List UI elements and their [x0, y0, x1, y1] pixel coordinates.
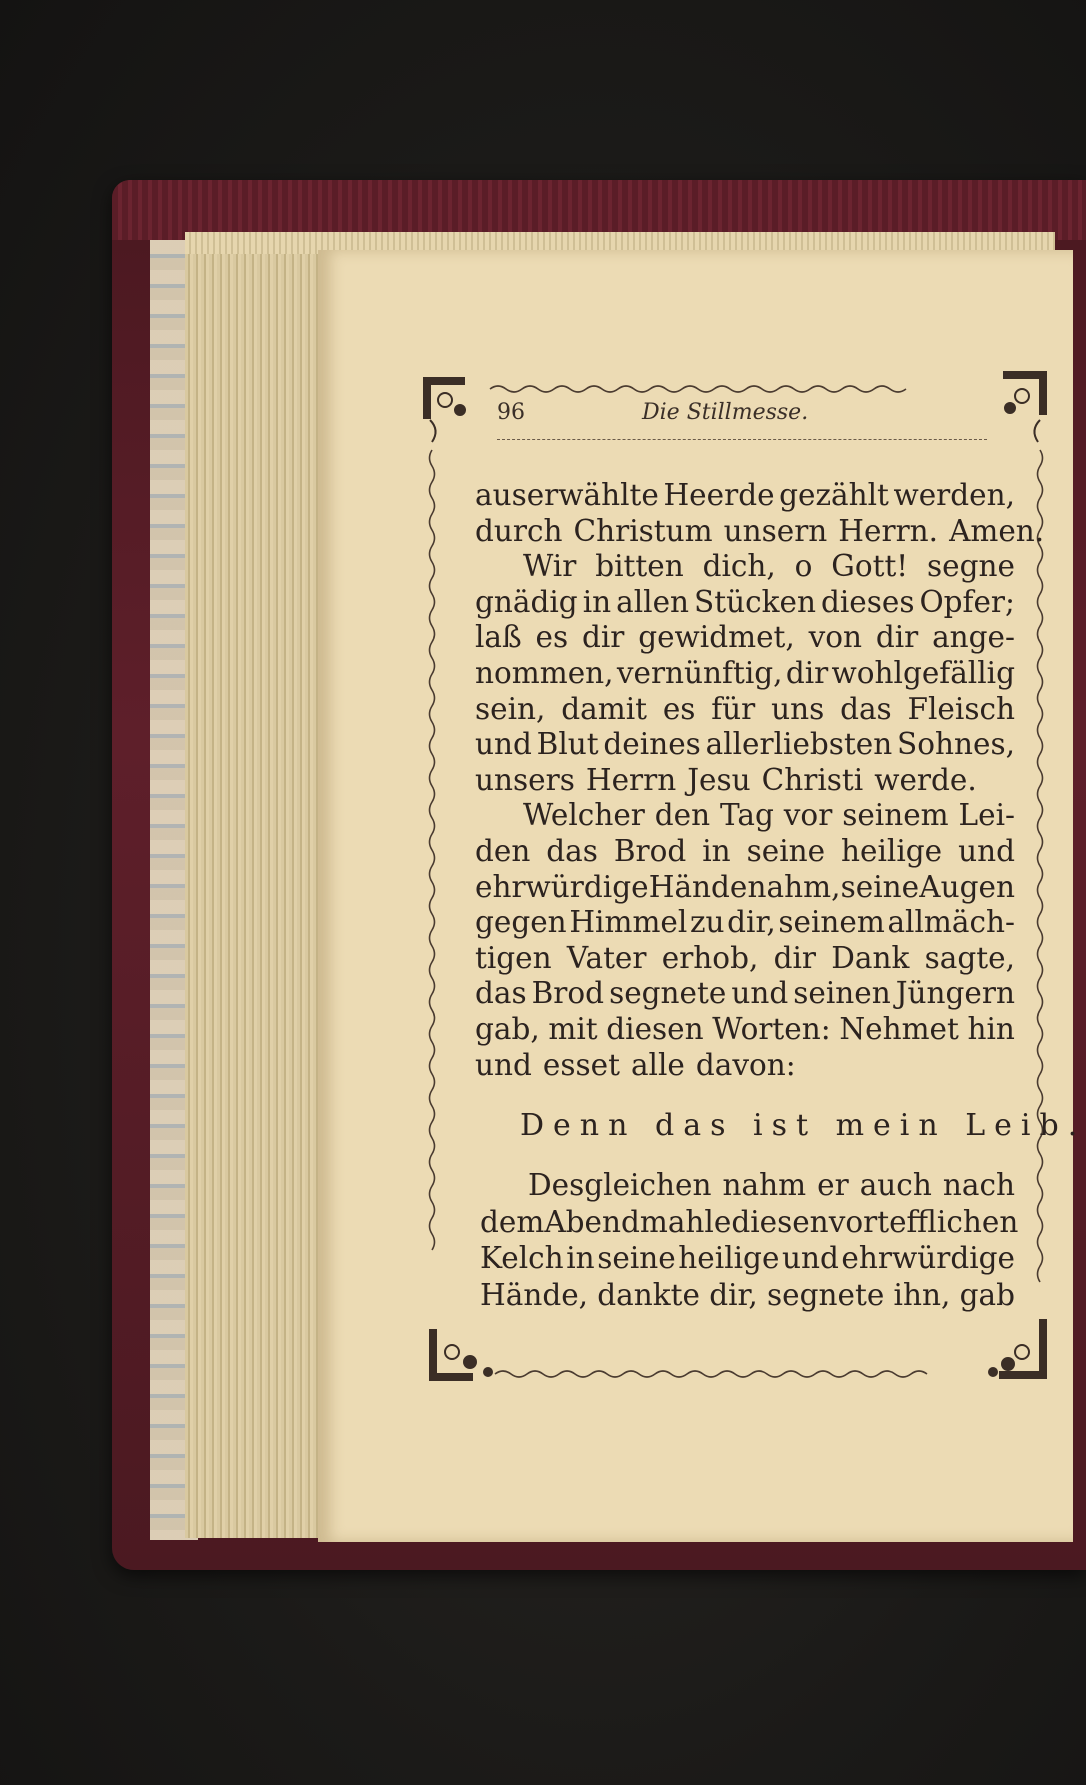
word: Christum — [573, 513, 713, 548]
word: gnädig — [475, 584, 578, 619]
word: bitten — [595, 549, 684, 584]
word: durch — [475, 513, 563, 548]
page-header — [497, 400, 987, 434]
word: zu — [689, 905, 725, 940]
word: seine — [840, 869, 920, 904]
word: diesen — [606, 1011, 704, 1046]
word: esset — [542, 1047, 620, 1082]
word: Worten: — [712, 1011, 831, 1046]
word: Dank — [831, 940, 910, 975]
word: Hände, — [480, 1277, 589, 1312]
word: Jüngern — [895, 976, 1015, 1011]
text-line — [480, 1204, 1019, 1241]
word: heilige — [678, 1241, 780, 1275]
word: vortefflichen — [828, 1204, 1019, 1239]
word: Herrn. — [838, 513, 939, 548]
text-line — [475, 905, 1015, 941]
corner-ornament-bottom-left — [430, 1330, 492, 1380]
word: o — [794, 549, 813, 584]
frame-right-wave — [1038, 450, 1043, 1282]
word: und — [475, 727, 532, 762]
text-line — [475, 727, 1015, 763]
word: segnete — [609, 976, 727, 1011]
text-line — [480, 1277, 1015, 1314]
text-line — [475, 870, 1015, 906]
frame-top-wave — [490, 386, 906, 392]
word: Amen. — [949, 513, 1045, 548]
word: davon: — [695, 1047, 796, 1082]
word: vor — [783, 798, 833, 833]
word: werde. — [874, 762, 977, 797]
text-line — [475, 798, 1015, 834]
word: nahm, — [747, 869, 841, 904]
text-line — [475, 1048, 1015, 1084]
corner-ornament-bottom-right — [989, 1320, 1046, 1378]
word: dir, — [709, 1277, 758, 1312]
word: tigen — [475, 940, 552, 975]
text-line — [475, 834, 1015, 870]
word: werden, — [893, 478, 1015, 512]
page-number: 96 — [497, 400, 525, 425]
word: wohlgefällig — [831, 655, 1015, 690]
text-line — [475, 656, 1015, 692]
body-text-continued — [480, 1167, 1019, 1313]
text-line — [475, 549, 1015, 585]
word: nach — [942, 1168, 1015, 1202]
word: seinen — [793, 976, 891, 1011]
word: seinem — [778, 905, 885, 940]
word: und — [731, 976, 789, 1011]
word: Kelch — [480, 1241, 564, 1275]
frame-bottom-wave — [495, 1371, 927, 1377]
word: Brod — [531, 976, 605, 1011]
word: Himmel — [569, 905, 688, 940]
word: dir — [785, 655, 829, 690]
word: unsers — [475, 762, 575, 797]
word: Stücken — [694, 584, 816, 619]
word: sein, — [475, 691, 546, 726]
word: Jesu — [687, 762, 751, 797]
word: das — [475, 976, 527, 1011]
word: gewidmet, — [638, 620, 795, 655]
word: dieses — [820, 584, 915, 619]
word: auch — [859, 1168, 932, 1202]
word: hin — [967, 1011, 1015, 1046]
word: nahm — [722, 1168, 807, 1202]
word: heilige — [841, 833, 943, 868]
word: es — [662, 691, 696, 726]
word: seinem — [842, 798, 949, 833]
word: den — [475, 833, 531, 868]
consecration-words: Denn das ist mein Leib. — [520, 1108, 1086, 1143]
word: allmäch- — [887, 905, 1015, 940]
word: dir, — [727, 905, 776, 940]
word: Opfer; — [919, 584, 1015, 619]
word: uns — [771, 691, 825, 726]
word: das — [840, 691, 892, 726]
word: Welcher — [523, 798, 645, 833]
text-line — [475, 513, 1045, 550]
word: und — [475, 1047, 532, 1082]
word: Heerde — [663, 478, 775, 512]
word: allen — [616, 584, 690, 619]
word: Blut — [536, 727, 599, 762]
word: er — [817, 1168, 849, 1202]
word: gab — [959, 1277, 1015, 1312]
text-line — [475, 620, 1015, 656]
word: nommen, — [475, 655, 614, 690]
word: allerliebsten — [705, 727, 893, 762]
text-line — [475, 941, 1015, 977]
text-line — [475, 692, 1015, 728]
word: gegen — [475, 905, 567, 940]
word: für — [711, 691, 756, 726]
word: segnete — [767, 1277, 885, 1312]
text-line — [475, 478, 1015, 514]
word: sagte, — [924, 940, 1015, 975]
word: dir — [875, 620, 919, 655]
word: den — [654, 798, 711, 833]
word: dankte — [597, 1277, 700, 1312]
word: laß — [475, 620, 522, 655]
word: Vater — [566, 940, 647, 975]
word: unsern — [723, 513, 828, 548]
word: ehrwürdige — [841, 1241, 1015, 1275]
word: und — [781, 1241, 839, 1275]
word: mit — [548, 1011, 598, 1046]
word: dem — [480, 1204, 545, 1239]
word: Sohnes, — [897, 727, 1015, 762]
word: seine — [746, 833, 826, 868]
word: seine — [597, 1241, 676, 1275]
word: in — [702, 833, 731, 868]
word: in — [566, 1241, 595, 1275]
word: ihn, — [893, 1277, 951, 1312]
word: dich, — [702, 549, 776, 584]
word: auserwählte — [475, 478, 659, 512]
text-line — [475, 1012, 1015, 1048]
text-line — [475, 976, 1015, 1012]
word: alle — [630, 1047, 685, 1082]
word: Lei- — [958, 798, 1015, 833]
body-text — [475, 478, 1045, 1083]
word: Wir — [523, 549, 577, 584]
word: es — [535, 620, 569, 655]
text-line — [475, 585, 1015, 621]
word: Fleisch — [907, 691, 1015, 726]
word: segne — [927, 549, 1015, 584]
word: das — [546, 833, 598, 868]
word: in — [582, 584, 612, 619]
word: diesen — [731, 1204, 829, 1239]
word: Brod — [613, 833, 687, 868]
word: dir — [773, 940, 817, 975]
text-line — [480, 1240, 1015, 1277]
word: Tag — [720, 798, 774, 833]
corner-ornament-top-left — [424, 378, 465, 442]
word: Abendmahle — [544, 1204, 732, 1239]
text-line — [480, 1167, 1015, 1204]
text-line — [475, 763, 1015, 799]
word: dir — [581, 620, 625, 655]
word: deines — [603, 727, 701, 762]
frame-left-wave — [430, 450, 435, 1250]
corner-ornament-top-right — [1004, 372, 1046, 442]
word: erhob, — [661, 940, 759, 975]
header-rule — [497, 439, 987, 440]
word: Christi — [761, 762, 864, 797]
word: ehrwürdige — [475, 869, 649, 904]
word: Gott! — [831, 549, 909, 584]
word: gab, — [475, 1011, 540, 1046]
word: Hände — [648, 869, 748, 904]
word: Desgleichen — [528, 1168, 712, 1202]
word: gezählt — [779, 478, 889, 512]
word: Nehmet — [839, 1011, 959, 1046]
word: und — [958, 833, 1015, 868]
word: vernünftig, — [616, 655, 783, 690]
word: von — [808, 620, 863, 655]
word: Augen — [919, 869, 1015, 904]
word: ange- — [932, 620, 1015, 655]
word: damit — [561, 691, 647, 726]
word: Herrn — [585, 762, 677, 797]
running-title: Die Stillmesse. — [642, 400, 809, 425]
